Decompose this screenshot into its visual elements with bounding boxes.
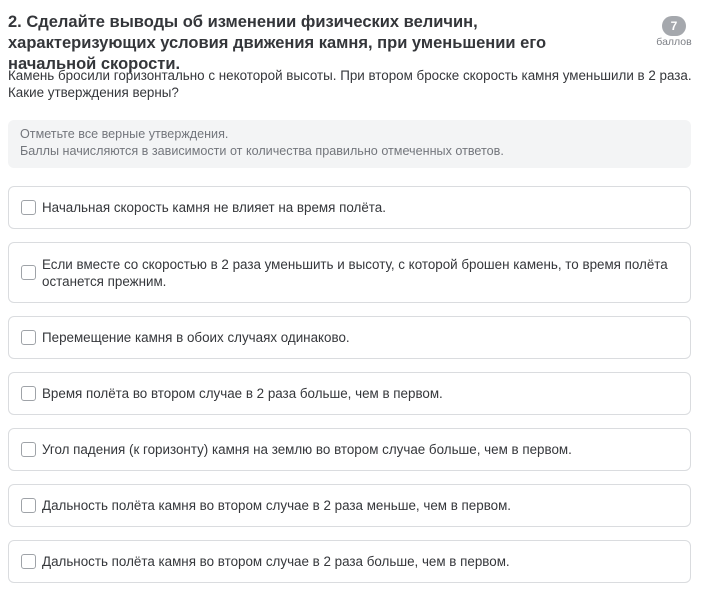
answer-option-3[interactable] <box>8 316 691 359</box>
checkbox-3[interactable] <box>21 330 36 345</box>
answer-option-label: Если вместе со скоростью в 2 раза уменьшить и высоту, с которой брошен камень, то время полёта останется прежним. <box>42 256 668 289</box>
answer-option-label: Перемещение камня в обоих случаях одинаково. <box>42 330 350 345</box>
answer-option-1[interactable] <box>8 186 691 229</box>
points-indicator <box>656 16 692 48</box>
checkbox-1[interactable] <box>21 200 36 215</box>
hint-line-1: Отметьте все верные утверждения. <box>20 127 229 141</box>
answer-option-label: Дальность полёта камня во втором случае в 2 раза меньше, чем в первом. <box>42 498 512 513</box>
answer-option-2[interactable] <box>8 242 691 303</box>
points-label: баллов <box>656 36 692 48</box>
answer-option-4[interactable] <box>8 372 691 415</box>
checkbox-4[interactable] <box>21 386 36 401</box>
question-title: 2. Сделайте выводы об изменении физических величин, характеризующих условия движения камня, при уменьшении его начальной скорости. <box>8 13 547 73</box>
checkbox-2[interactable] <box>21 265 36 280</box>
answer-option-label: Время полёта во втором случае в 2 раза больше, чем в первом. <box>42 386 443 401</box>
instruction-hint <box>8 120 691 168</box>
answer-option-label: Дальность полёта камня во втором случае в 2 раза больше, чем в первом. <box>42 554 510 569</box>
answer-option-6[interactable] <box>8 484 691 527</box>
hint-line-2: Баллы начисляются в зависимости от количества правильно отмеченных ответов. <box>20 144 504 158</box>
answer-option-label: Начальная скорость камня не влияет на время полёта. <box>42 200 386 215</box>
checkbox-5[interactable] <box>21 442 36 457</box>
question-text: Камень бросили горизонтально с некоторой высоты. При втором броске скорость камня уменьшили в 2 раза. Какие утверждения верны? <box>8 68 692 100</box>
checkbox-7[interactable] <box>21 554 36 569</box>
answer-option-5[interactable] <box>8 428 691 471</box>
checkbox-6[interactable] <box>21 498 36 513</box>
answer-option-7[interactable] <box>8 540 691 583</box>
answer-option-label: Угол падения (к горизонту) камня на землю во втором случае больше, чем в первом. <box>42 442 572 457</box>
points-badge: 7 <box>662 16 686 36</box>
